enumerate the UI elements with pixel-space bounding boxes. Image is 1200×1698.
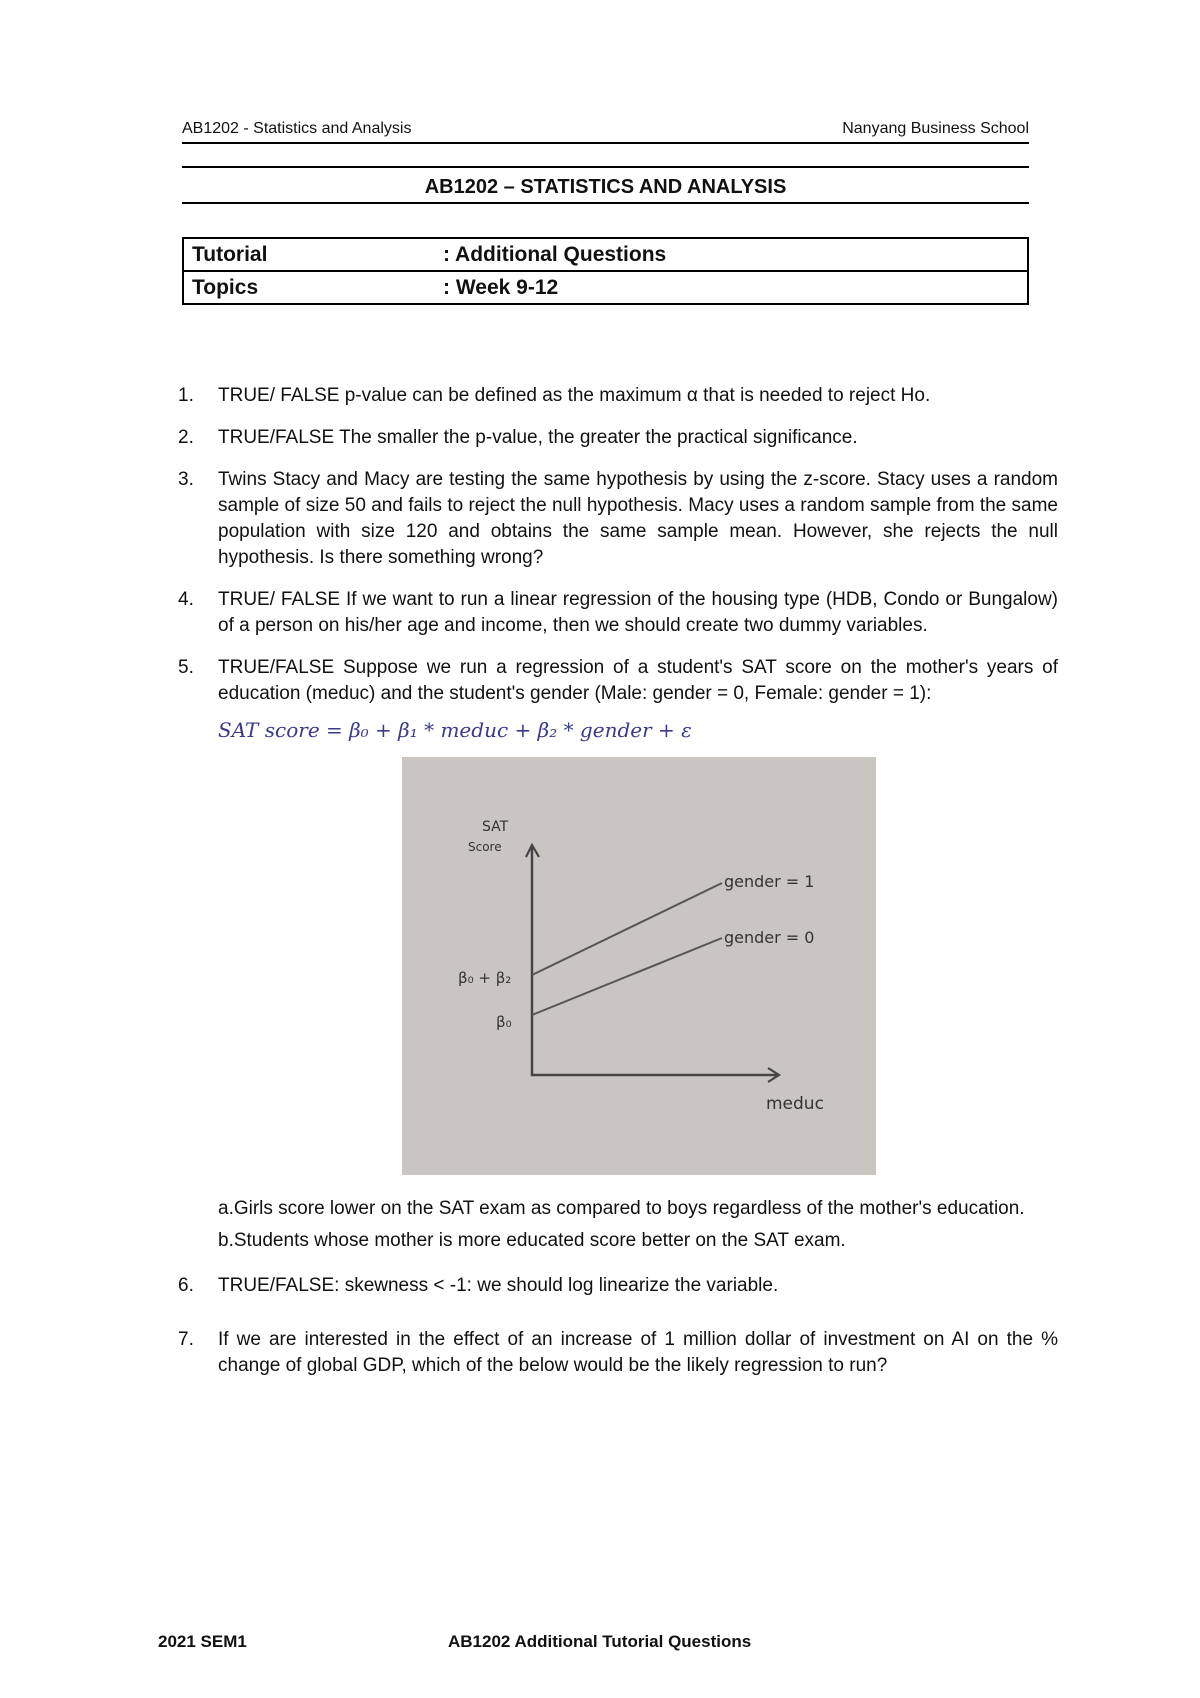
- info-table: [182, 237, 1029, 305]
- question-2: [178, 425, 1058, 451]
- tick-beta0-plus-beta2: β₀ + β₂: [458, 969, 512, 987]
- footer-semester: 2021 SEM1: [158, 1632, 247, 1651]
- y-axis-label-score: Score: [468, 840, 502, 854]
- info-value: : Additional Questions: [435, 238, 1028, 271]
- question-text: TRUE/FALSE: skewness < -1: we should log linearize the variable.: [218, 1275, 779, 1296]
- line-gender-1: [532, 883, 722, 975]
- info-row-tutorial: [183, 238, 1028, 271]
- title-rule-bottom: [182, 202, 1029, 204]
- question-4: [178, 587, 1058, 639]
- x-axis-label: meduc: [766, 1094, 824, 1114]
- question-1: [178, 383, 1058, 409]
- running-header: [182, 120, 1029, 144]
- line-1-label: gender = 1: [724, 872, 815, 891]
- line-gender-0: [532, 938, 722, 1015]
- question-5: [178, 655, 1058, 707]
- tick-beta0: β₀: [496, 1013, 512, 1031]
- info-value: : Week 9-12: [435, 271, 1028, 304]
- info-key: Topics: [183, 271, 435, 304]
- question-number: 7.: [178, 1329, 194, 1350]
- question-number: 5.: [178, 657, 194, 678]
- question-6: [178, 1273, 1058, 1299]
- q5-option-b: b.Students whose mother is more educated score better on the SAT exam.: [218, 1230, 846, 1251]
- info-key: Tutorial: [183, 238, 435, 271]
- question-text: TRUE/FALSE The smaller the p-value, the greater the practical significance.: [218, 427, 858, 448]
- question-number: 6.: [178, 1275, 194, 1296]
- header-school: Nanyang Business School: [842, 120, 1029, 137]
- header-course: AB1202 - Statistics and Analysis: [182, 120, 412, 137]
- question-number: 2.: [178, 427, 194, 448]
- footer-title: AB1202 Additional Tutorial Questions: [448, 1632, 752, 1651]
- regression-sketch: [402, 757, 876, 1175]
- question-text: TRUE/ FALSE p-value can be defined as the maximum α that is needed to reject Ho.: [218, 385, 931, 406]
- question-number: 1.: [178, 385, 194, 406]
- title-rule-top: [182, 166, 1029, 168]
- question-text: If we are interested in the effect of an increase of 1 million dollar of investment on AI on the % change of global GDP, which of the below would be the likely regression to run?: [218, 1329, 1058, 1376]
- question-number: 4.: [178, 589, 194, 610]
- question-number: 3.: [178, 469, 194, 490]
- question-3: [178, 467, 1058, 571]
- regression-formula: SAT score = β₀ + β₁ * meduc + β₂ * gender + ε: [218, 718, 692, 742]
- info-row-topics: [183, 271, 1028, 304]
- question-text: TRUE/ FALSE If we want to run a linear regression of the housing type (HDB, Condo or Bungalow) of a person on his/her age and income, then we should create two dummy variables.: [218, 589, 1058, 636]
- document-title: AB1202 – STATISTICS AND ANALYSIS: [424, 176, 787, 198]
- question-text: Twins Stacy and Macy are testing the same hypothesis by using the z-score. Stacy uses a random sample of size 50 and fails to reject the null hypothesis. Macy uses a random sample from the same population with size 120 and obtains the same sample mean. However, she rejects the null hypothesis. Is there something wrong?: [218, 469, 1058, 568]
- y-axis-label-sat: SAT: [482, 819, 509, 835]
- line-2-label: gender = 0: [724, 928, 815, 947]
- question-text: TRUE/FALSE Suppose we run a regression of a student's SAT score on the mother's years of education (meduc) and the student's gender (Male: gender = 0, Female: gender = 1):: [218, 657, 1058, 704]
- sketch-svg: [402, 757, 876, 1175]
- question-list: [178, 383, 1058, 1395]
- question-7: [178, 1327, 1058, 1379]
- q5-option-a: a.Girls score lower on the SAT exam as compared to boys regardless of the mother's education.: [218, 1198, 1025, 1219]
